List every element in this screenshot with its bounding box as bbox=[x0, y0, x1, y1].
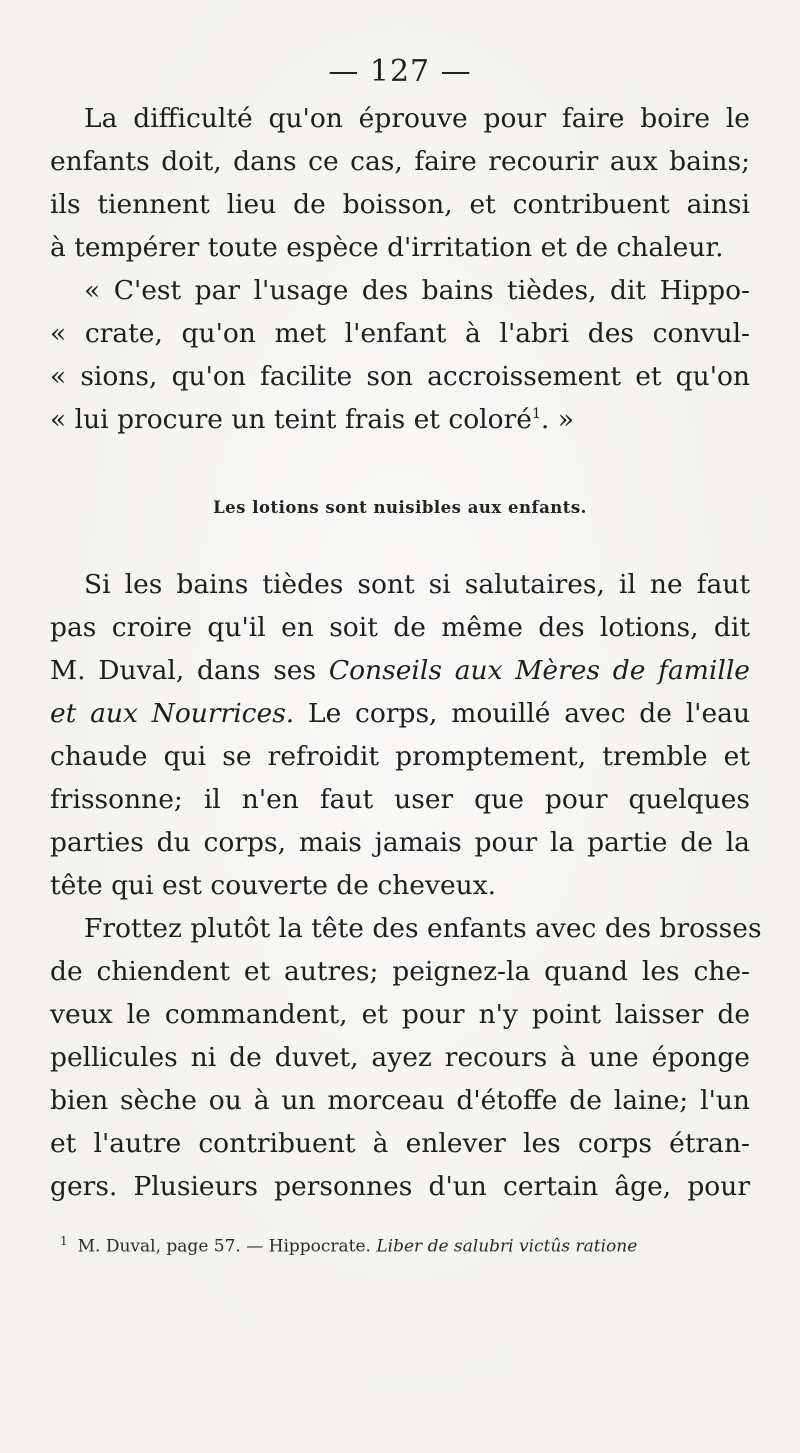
quote-line: « sions, qu'on facilite son accroissement et qu'on bbox=[50, 361, 750, 392]
text-segment: M. Duval, dans ses bbox=[50, 655, 329, 686]
book-title-italic: et aux Nourrices. bbox=[50, 698, 295, 729]
paragraph-line: ils tiennent lieu de boisson, et contribuent ainsi bbox=[50, 189, 750, 220]
quote-line: « C'est par l'usage des bains tièdes, dit Hippo- bbox=[84, 275, 750, 306]
page-number: — 127 — bbox=[328, 54, 472, 89]
section-heading: Les lotions sont nuisibles aux enfants. bbox=[213, 498, 587, 517]
quote-line: « crate, qu'on met l'enfant à l'abri des convul- bbox=[50, 318, 750, 349]
book-title-italic: Conseils aux Mères de famille bbox=[328, 655, 750, 686]
paragraph-line bbox=[50, 695, 750, 733]
paragraph-line: enfants doit, dans ce cas, faire recourir aux bains; bbox=[50, 146, 750, 177]
paragraph-line: Frottez plutôt la tête des enfants avec des brosses bbox=[84, 913, 762, 944]
quote-text: « lui procure un teint frais et coloré bbox=[50, 404, 532, 435]
paragraph-line: tête qui est couverte de cheveux. bbox=[50, 870, 497, 901]
footnote bbox=[60, 1234, 750, 1257]
quote-closing: . » bbox=[540, 404, 574, 435]
footnote-mark: 1 bbox=[60, 1234, 68, 1248]
paragraph-line: pellicules ni de duvet, ayez recours à une éponge bbox=[50, 1042, 750, 1073]
text-segment: Le corps, mouillé avec de l'eau bbox=[294, 698, 751, 729]
paragraph-line: Si les bains tièdes sont si salutaires, il ne faut bbox=[84, 569, 750, 600]
footnote-text: M. Duval, page 57. — Hippocrate. bbox=[77, 1236, 371, 1257]
paragraph-line: bien sèche ou à un morceau d'étoffe de laine; l'un bbox=[50, 1085, 750, 1116]
paragraph-line: veux le commandent, et pour n'y point laisser de bbox=[50, 999, 750, 1030]
paragraph-line: chaude qui se refroidit promptement, tremble et bbox=[50, 741, 750, 772]
paragraph-line: de chiendent et autres; peignez-la quand les che- bbox=[50, 956, 750, 987]
footnote-reference: 1 bbox=[531, 406, 541, 423]
quote-line-last bbox=[50, 401, 750, 439]
footnote-italic: Liber de salubri victûs ratione bbox=[376, 1236, 638, 1257]
paragraph-line: pas croire qu'il en soit de même des lotions, dit bbox=[50, 612, 750, 643]
paragraph-line: gers. Plusieurs personnes d'un certain âge, pour bbox=[50, 1171, 750, 1202]
paragraph-line: La difficulté qu'on éprouve pour faire boire le bbox=[84, 103, 750, 134]
paragraph-line: parties du corps, mais jamais pour la partie de la bbox=[50, 827, 750, 858]
paragraph-line: et l'autre contribuent à enlever les corps étran- bbox=[50, 1128, 750, 1159]
paragraph-line: frissonne; il n'en faut user que pour quelques bbox=[50, 784, 750, 815]
paragraph-line: à tempérer toute espèce d'irritation et de chaleur. bbox=[50, 232, 724, 263]
paragraph-line bbox=[50, 652, 750, 690]
